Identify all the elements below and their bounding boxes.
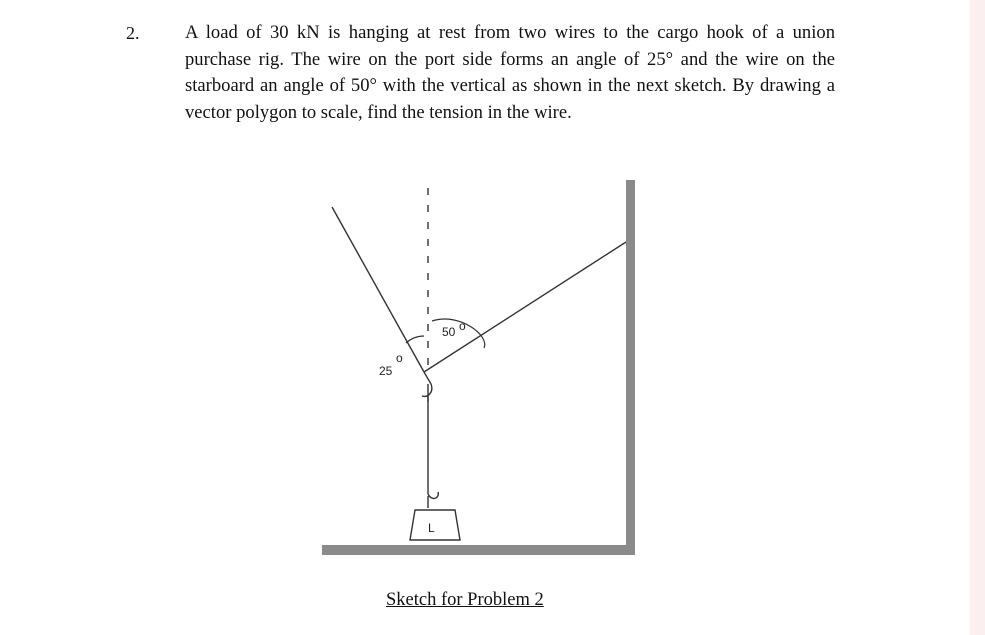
problem-number: 2. (126, 23, 140, 43)
lower-hook (428, 492, 438, 508)
degree-mark-port: o (396, 351, 403, 365)
figure-caption: Sketch for Problem 2 (386, 590, 544, 610)
starboard-wire (424, 242, 626, 372)
upper-hook (422, 372, 432, 402)
deck (322, 545, 635, 555)
bulkhead (626, 180, 635, 555)
load-block (410, 510, 460, 540)
angle-label-port: 25 (379, 364, 393, 378)
load-label: L (428, 521, 435, 535)
port-wire (332, 207, 424, 372)
angle-label-starboard: 50 (442, 325, 456, 339)
angle-arc-port (406, 336, 424, 343)
degree-mark-starboard: o (459, 319, 466, 333)
problem-statement: A load of 30 kN is hanging at rest from two wires to the cargo hook of a union purchase rig. The wire on the port side forms an angle of 25° and the wire on the starboard an angle of 50° with the vertical as shown in the next sketch. By drawing a vector polygon to scale, find the tension in the wire. (185, 22, 835, 123)
